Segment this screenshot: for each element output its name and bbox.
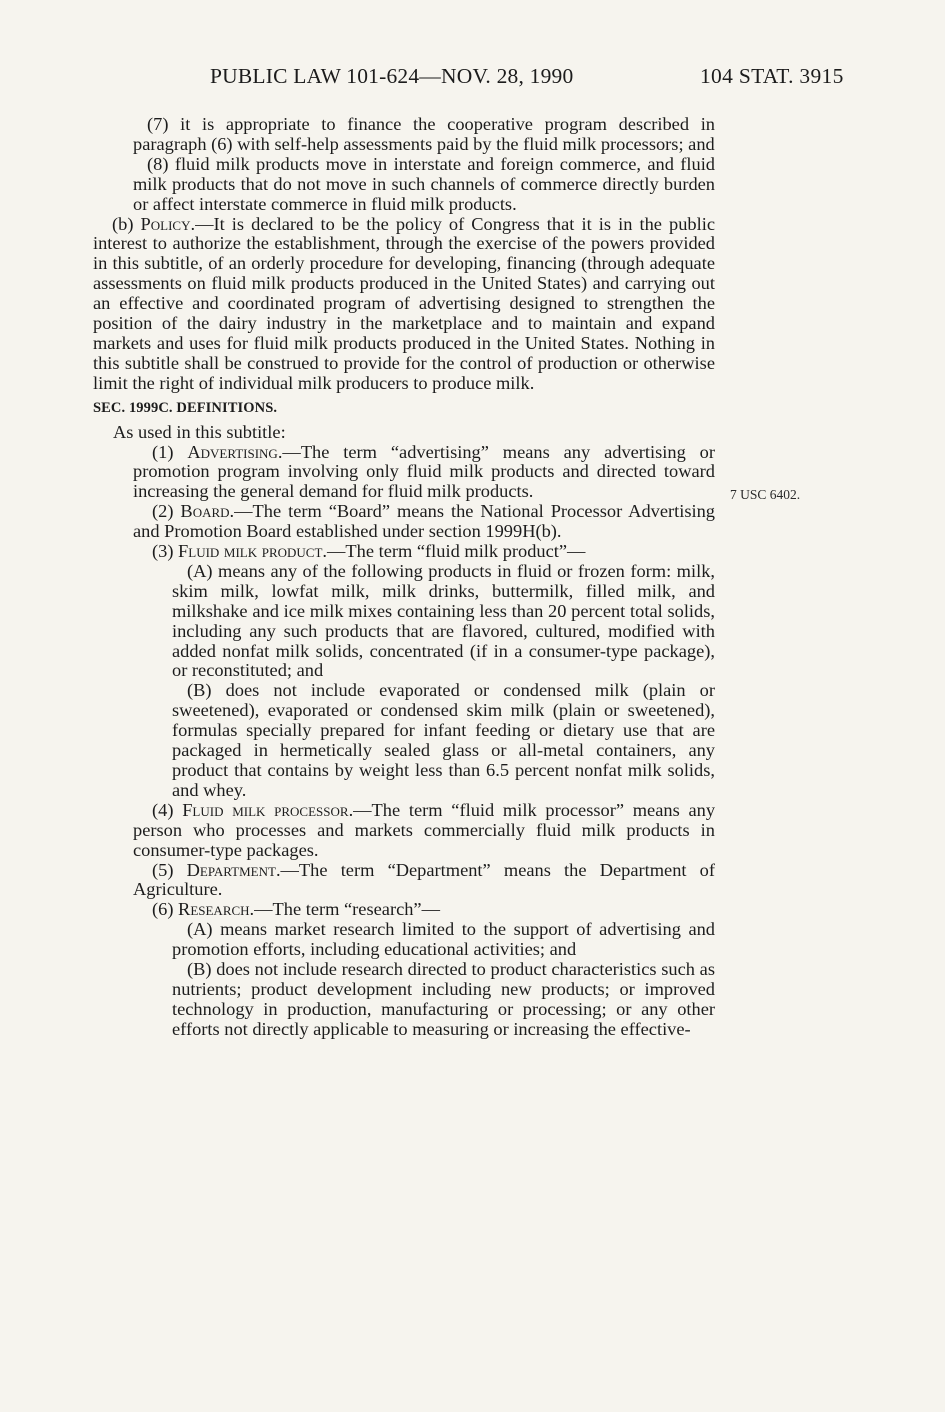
definition-text: .—The term “research”— (249, 899, 440, 920)
subparagraph-b: (B) does not include research directed to product characteristics such as nutrients; product development including new products; or improved technology in production, manufacturing or processing; or any other efforts not directly applicable to measuring or increasing the effective- (172, 959, 715, 1039)
definition-number: (3) (152, 541, 179, 562)
definition-number: (2) (152, 501, 181, 522)
policy-number: (b) (112, 213, 141, 234)
definition-text: .—The term “advertising” means any advertising or promotion program involving only fluid milk products and directed toward increasing the general demand for fluid milk products. (133, 441, 715, 502)
definition-heading: Fluid milk product (178, 541, 323, 562)
definition-number: (4) (152, 799, 183, 820)
subparagraph-a: (A) means any of the following products in fluid or frozen form: milk, skim milk, lowfat milk, milk drinks, buttermilk, filled milk, and milkshake and ice milk mixes containing less than 20 percent total solids, including any such products that are flavored, cultured, modified with added nonfat milk solids, concentrated (if in a consumer-type package), or reconstituted; and (172, 560, 715, 681)
definition-heading: Research (178, 899, 250, 920)
definition-board (93, 502, 715, 542)
definition-fluid-milk-product (93, 542, 715, 562)
statute-page-number: 104 STAT. 3915 (700, 64, 844, 88)
definition-number: (5) (152, 859, 187, 880)
definition-heading: Fluid milk processor (182, 799, 349, 820)
definition-heading: Board (180, 501, 230, 522)
finding-paragraph-8: (8) fluid milk products move in interstate and foreign commerce, and fluid milk products that do not move in such channels of commerce directly burden or affect interstate commerce in fluid milk products. (133, 153, 715, 214)
definition-number: (1) (152, 441, 188, 462)
policy-paragraph (93, 215, 715, 394)
definition-text: .—The term “fluid milk product”— (322, 541, 586, 562)
policy-text: .—It is declared to be the policy of Congress that it is in the public interest to authorize the establishment, through the exercise of the powers provided in this subtitle, of an orderly procedure for developing, financing (through adequate assessments on fluid milk products produced in the United States) and carrying out an effective and coordinated program of advertising designed to strengthen the position of the dairy industry in the marketplace and to maintain and expand markets and uses for fluid milk products produced in the United States. Nothing in this subtitle shall be construed to provide for the control of production or otherwise limit the right of individual milk producers to produce milk. (93, 213, 715, 393)
definition-text: .—The term “Department” means the Department of Agriculture. (133, 859, 715, 900)
document-body (93, 115, 715, 1040)
definition-advertising (93, 443, 715, 503)
definition-heading: Department (186, 859, 276, 880)
public-law-citation: PUBLIC LAW 101-624—NOV. 28, 1990 (210, 64, 574, 88)
definition-fluid-milk-processor (93, 801, 715, 861)
subparagraph-a: (A) means market research limited to the support of advertising and promotion efforts, including educational activities; and (172, 919, 715, 960)
definition-number: (6) (152, 899, 179, 920)
definition-text: .—The term “fluid milk processor” means any person who processes and markets commercially fluid milk products in consumer-type packages. (133, 799, 716, 860)
definitions-intro: As used in this subtitle: (113, 421, 286, 442)
subparagraph-b: (B) does not include evaporated or condensed milk (plain or sweetened), evaporated or condensed skim milk (plain or sweetened), formulas specially prepared for infant feeding or dietary use that are packaged in hermetically sealed glass or all-metal containers, any product that contains by weight less than 6.5 percent nonfat milk solids, and whey. (172, 680, 715, 800)
policy-heading: Policy (140, 213, 191, 234)
finding-paragraph-7: (7) it is appropriate to finance the cooperative program described in paragraph (6) with self-help assessments paid by the fluid milk processors; and (133, 114, 715, 154)
running-header (0, 64, 945, 92)
definition-department (93, 861, 715, 901)
usc-margin-note: 7 USC 6402. (730, 487, 801, 502)
section-heading: SEC. 1999C. DEFINITIONS. (93, 399, 278, 416)
definition-research (93, 900, 715, 920)
definition-heading: Advertising (187, 441, 278, 462)
definition-text: .—The term “Board” means the National Processor Advertising and Promotion Board established under section 1999H(b). (133, 501, 715, 542)
